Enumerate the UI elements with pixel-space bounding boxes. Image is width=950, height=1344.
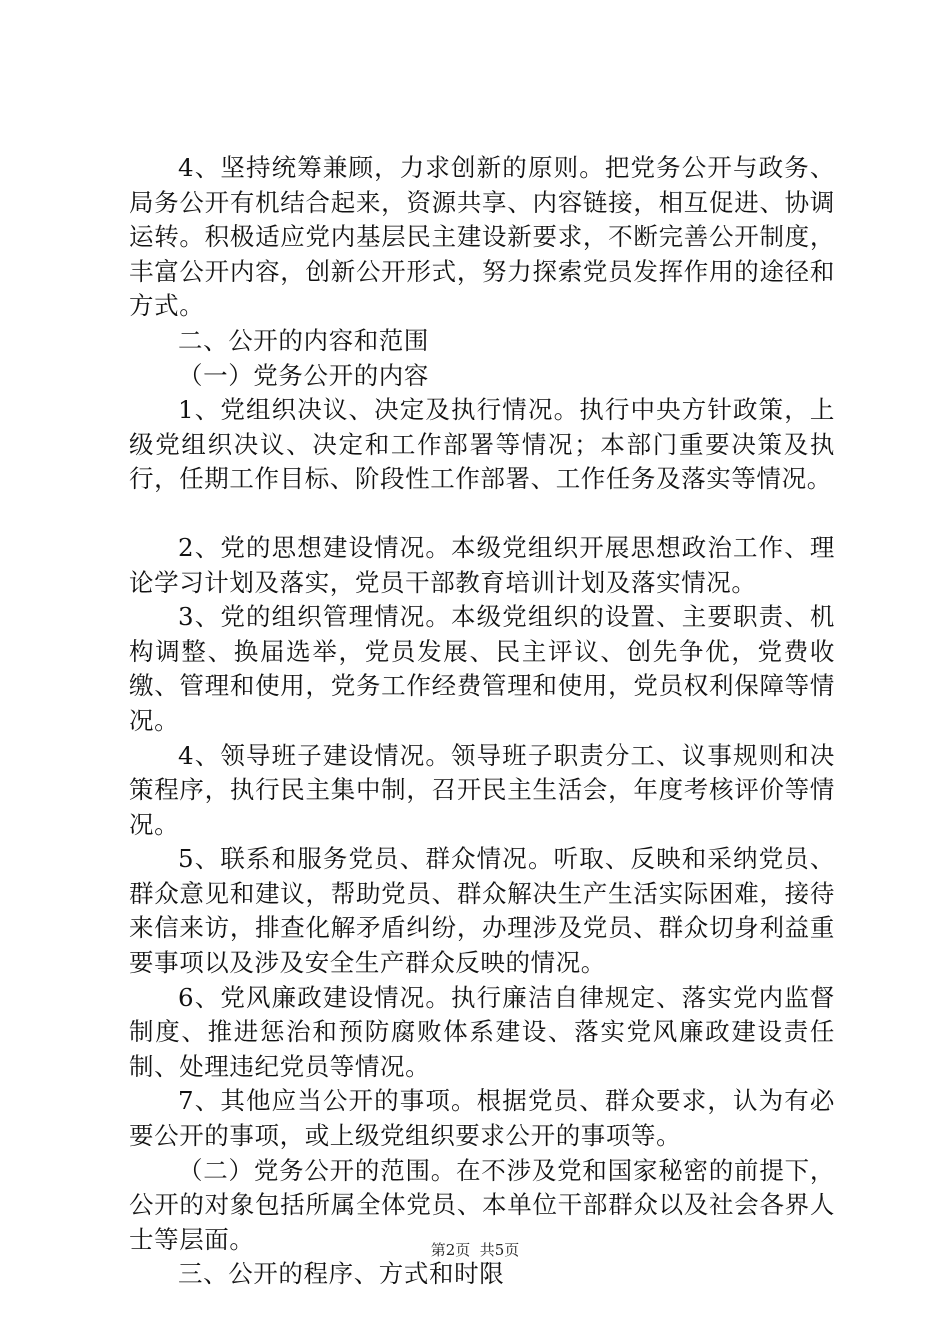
paragraph-item-3: 3、党的组织管理情况。本级党组织的设置、主要职责、机构调整、换届选举，党员发展、民主评议、创先争优，党费收缴、管理和使用，党务工作经费管理和使用，党员权利保障等情况。 (129, 602, 835, 735)
document-body (129, 151, 835, 1292)
section-heading-3: 三、公开的程序、方式和时限 (178, 1259, 505, 1289)
page-footer (0, 1240, 950, 1260)
paragraph-item-6: 6、党风廉政建设情况。执行廉洁自律规定、落实党内监督制度、推进惩治和预防腐败体系建设、落实党风廉政建设责任制、处理违纪党员等情况。 (129, 982, 835, 1081)
page-number-label: 第2页 共5页 (430, 1241, 520, 1259)
paragraph-item-4: 4、领导班子建设情况。领导班子职责分工、议事规则和决策程序，执行民主集中制，召开民主生活会，年度考核评价等情况。 (129, 740, 835, 839)
section-heading-2: 二、公开的内容和范围 (178, 325, 429, 355)
paragraph-scope: （二）党务公开的范围。在不涉及党和国家秘密的前提下，公开的对象包括所属全体党员、本单位干部群众以及社会各界人士等层面。 (129, 1155, 835, 1254)
paragraph-item-2: 2、党的思想建设情况。本级党组织开展思想政治工作、理论学习计划及落实，党员干部教育培训计划及落实情况。 (129, 532, 835, 597)
paragraph-item-5: 5、联系和服务党员、群众情况。听取、反映和采纳党员、群众意见和建议，帮助党员、群众解决生产生活实际困难，接待来信来访，排查化解矛盾纠纷，办理涉及党员、群众切身利益重要事项以及涉及安全生产群众反映的情况。 (129, 844, 835, 978)
paragraph-principle-4: 4、坚持统筹兼顾，力求创新的原则。把党务公开与政务、局务公开有机结合起来，资源共享、内容链接，相互促进、协调运转。积极适应党内基层民主建设新要求，不断完善公开制度，丰富公开内容，创新公开形式，努力探索党员发挥作用的途径和方式。 (129, 153, 835, 321)
paragraph-item-1: 1、党组织决议、决定及执行情况。执行中央方针政策，上级党组织决议、决定和工作部署等情况；本部门重要决策及执行，任期工作目标、阶段性工作部署、工作任务及落实等情况。 (129, 395, 835, 494)
subsection-heading-1: （一）党务公开的内容 (178, 360, 429, 390)
paragraph-item-7: 7、其他应当公开的事项。根据党员、群众要求，认为有必要公开的事项，或上级党组织要求公开的事项等。 (129, 1086, 835, 1151)
